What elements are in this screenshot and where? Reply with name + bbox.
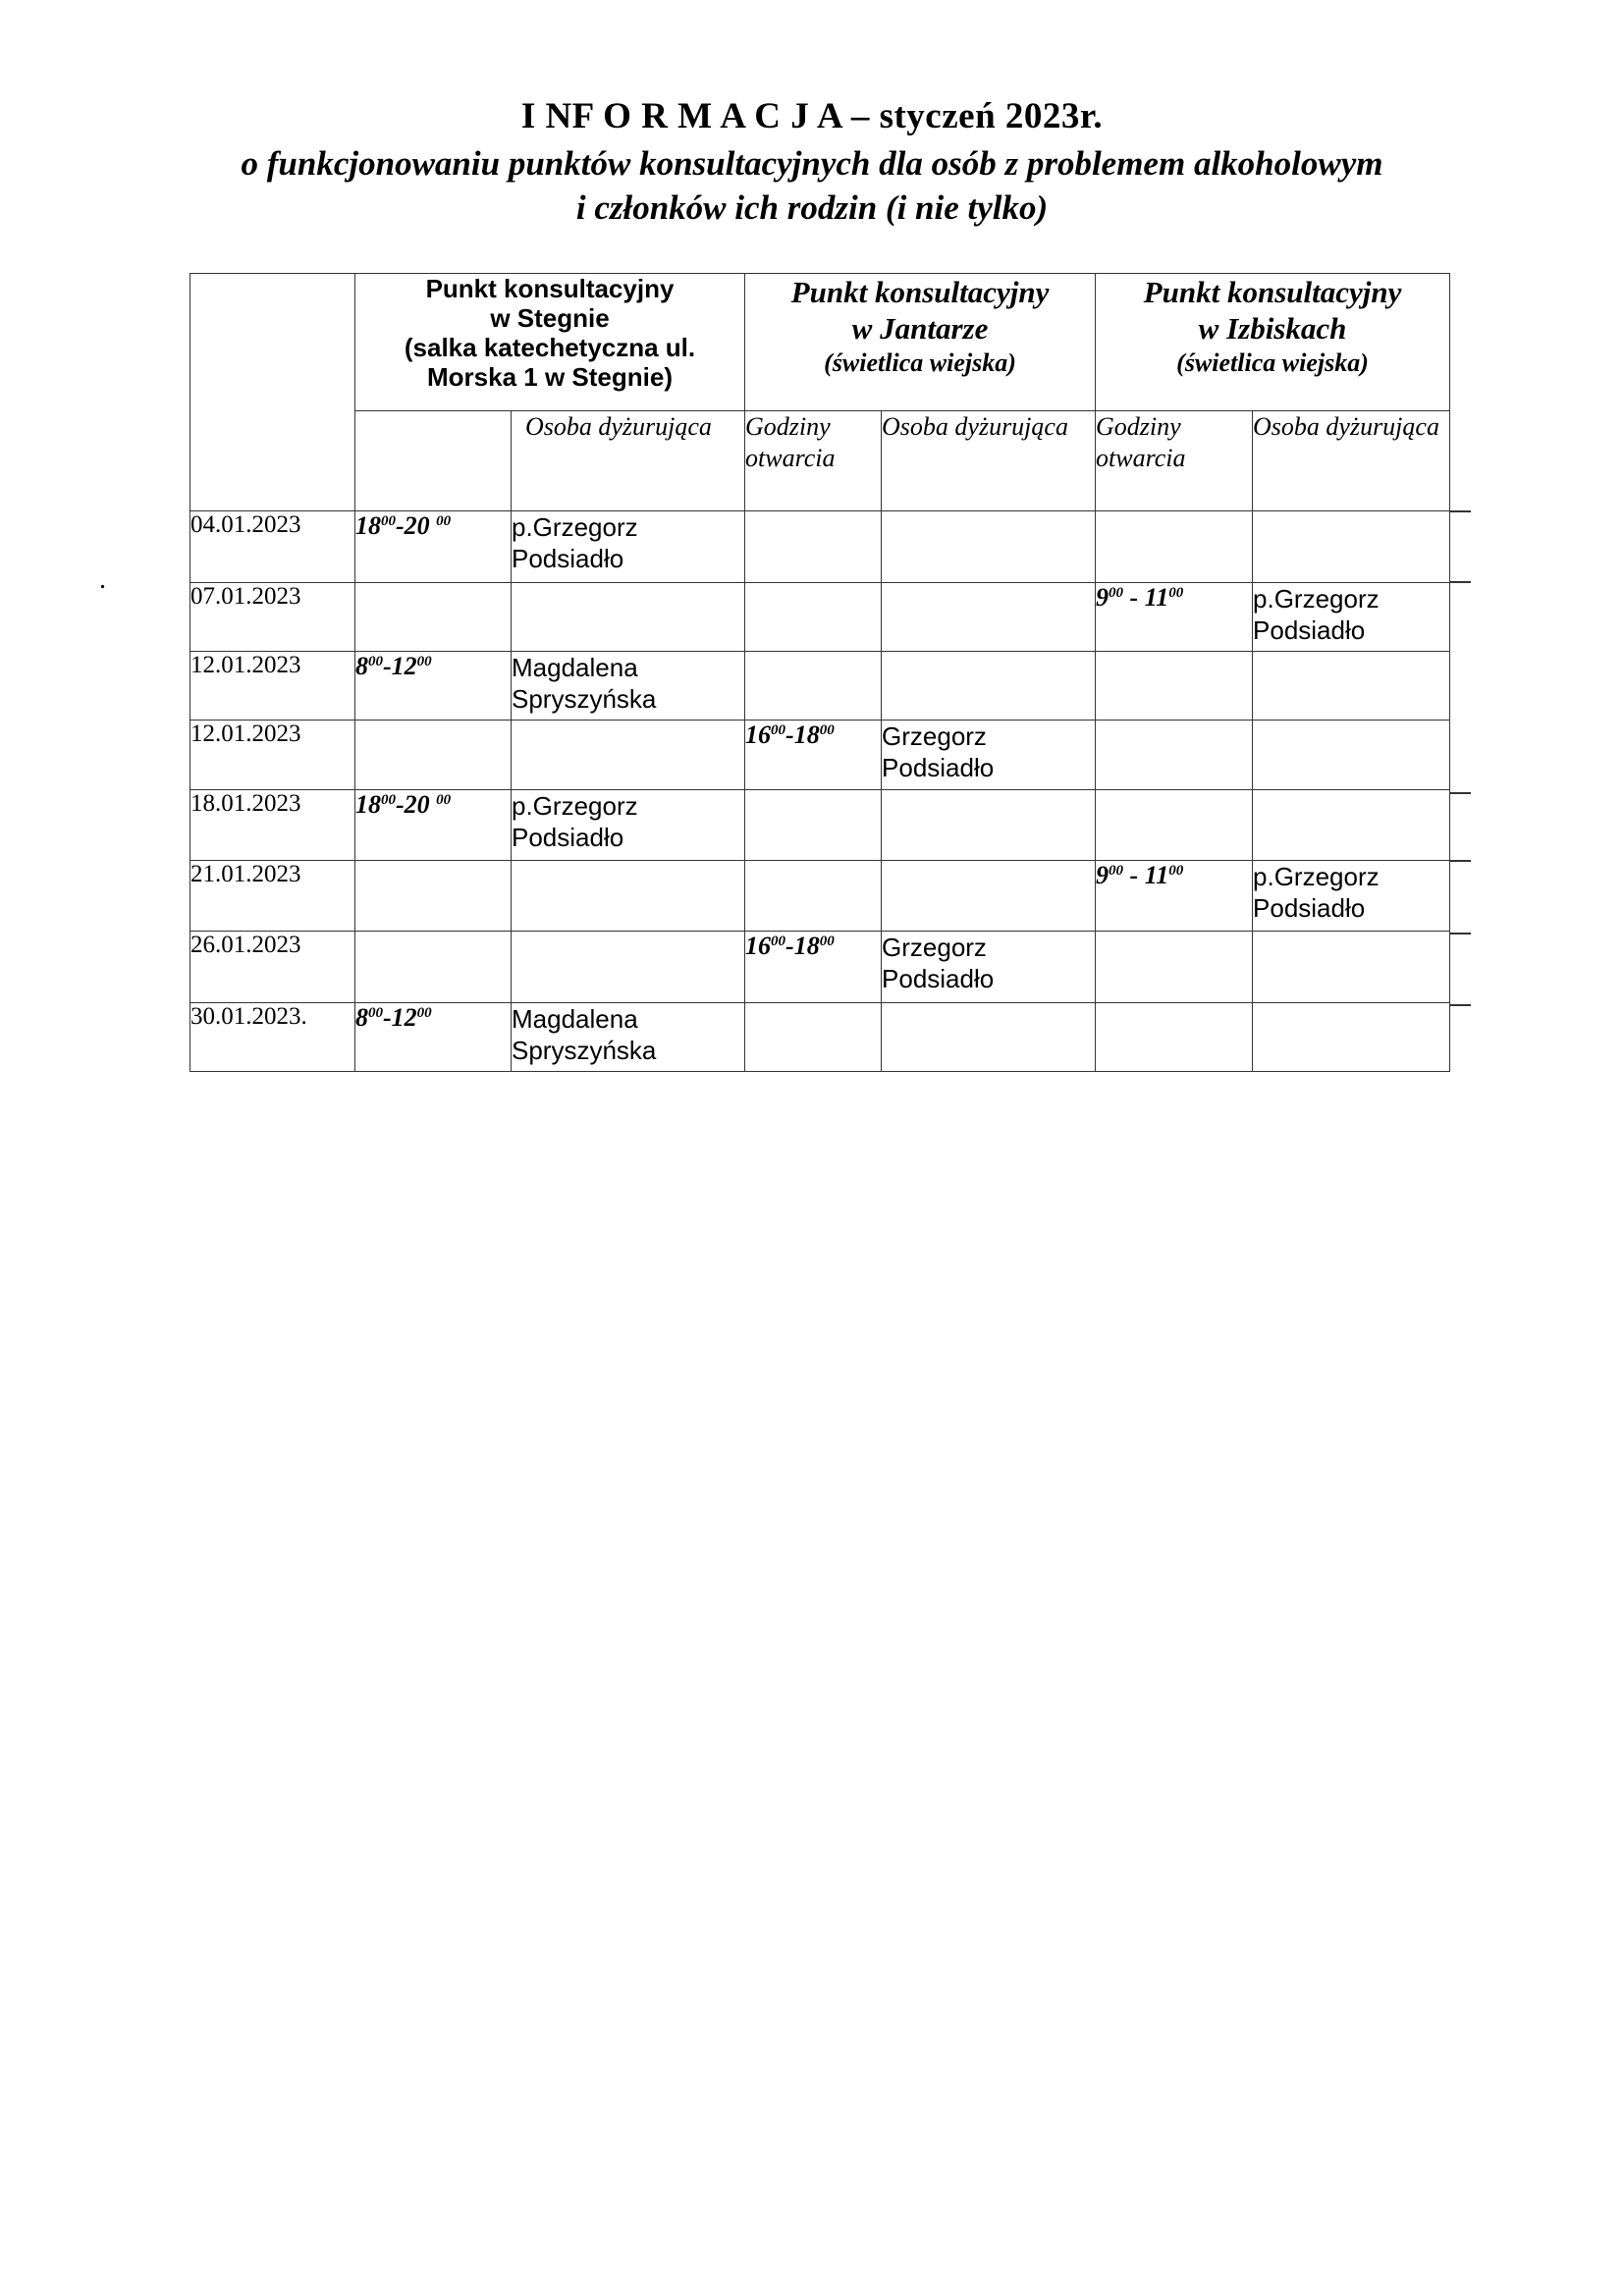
hours-start: 00 [368, 1005, 383, 1021]
date-cell: 07.01.2023 [190, 583, 355, 652]
jantar-hours-header: Godziny otwarcia [745, 411, 882, 511]
hours-cell [355, 790, 512, 861]
schedule-table [189, 273, 1450, 1072]
hours-start: 00 [771, 722, 786, 738]
hours-start: 18 [355, 511, 381, 540]
hours-cell [745, 932, 882, 1003]
table-edge-line [1449, 933, 1471, 934]
hours-cell [355, 861, 512, 932]
schedule-row [190, 652, 1450, 721]
hours-end: 00 [416, 1005, 432, 1021]
izbiska-hours-header: Godziny otwarcia [1096, 411, 1253, 511]
person-cell: Grzegorz Podsiadło [882, 721, 1096, 790]
date-cell: 26.01.2023 [190, 932, 355, 1003]
person-cell [882, 511, 1096, 583]
table-edge-line [1449, 510, 1471, 512]
hours-start: 9 [1096, 583, 1110, 612]
hours-separator: - [785, 932, 794, 960]
hours-cell [1096, 511, 1253, 583]
hours-start: 00 [381, 792, 396, 808]
hours-start: 9 [1096, 861, 1110, 889]
point-stegna-line: Morska 1 w Stegnie) [427, 362, 673, 392]
date-cell: 04.01.2023 [190, 511, 355, 583]
schedule-row [190, 932, 1450, 1003]
stegna-hours-header [355, 411, 512, 511]
point-izbiska-location: w Izbiskach [1198, 311, 1347, 346]
point-stegna-line: w Stegnie [490, 303, 610, 333]
date-cell: 12.01.2023 [190, 652, 355, 721]
hours-end: 11 [1138, 583, 1169, 612]
hours-separator: - [383, 1003, 392, 1032]
document-title: I NF O R M A C J A – styczeń 2023r. [520, 96, 1104, 136]
person-cell [512, 583, 745, 652]
date-cell: 30.01.2023. [190, 1003, 355, 1072]
person-cell [882, 861, 1096, 932]
hours-cell [745, 583, 882, 652]
person-cell: Grzegorz Podsiadło [882, 932, 1096, 1003]
point-stegna-line: (salka katechetyczna ul. [404, 333, 696, 362]
hours-cell [355, 652, 512, 721]
hours-cell [1096, 1003, 1253, 1072]
hours-start: 18 [355, 790, 381, 819]
person-cell [512, 932, 745, 1003]
hours-end: 20 [404, 790, 437, 819]
hours-cell [355, 932, 512, 1003]
izbiska-person-header: Osoba dyżurująca [1253, 411, 1450, 511]
person-cell: p.Grzegorz Podsiadło [1253, 583, 1450, 652]
hours-start: 00 [1109, 863, 1124, 879]
point-stegna-line: Punkt konsultacyjny [425, 274, 675, 303]
person-cell [1253, 721, 1450, 790]
document-subtitle-continued: i członków ich rodzin (i nie tylko) [575, 188, 1049, 227]
hours-end: 00 [416, 654, 432, 669]
point-jantar-name: Punkt konsultacyjny [790, 275, 1050, 309]
person-cell [882, 1003, 1096, 1072]
stray-mark: . [99, 564, 106, 595]
hours-cell [745, 1003, 882, 1072]
person-cell: Magdalena Spryszyńska [512, 1003, 745, 1072]
hours-cell [745, 721, 882, 790]
date-cell: 18.01.2023 [190, 790, 355, 861]
hours-separator: - [1123, 583, 1139, 612]
hours-separator: - [1123, 861, 1139, 889]
hours-cell [1096, 932, 1253, 1003]
hours-start: 00 [381, 513, 396, 529]
schedule-row [190, 790, 1450, 861]
hours-separator: - [396, 511, 405, 540]
hours-start: 16 [745, 721, 772, 749]
hours-end: 00 [436, 513, 452, 529]
hours-separator: - [396, 790, 405, 819]
table-edge-line [1449, 581, 1471, 583]
person-cell [512, 861, 745, 932]
person-cell [1253, 932, 1450, 1003]
hours-end: 00 [1168, 585, 1184, 601]
hours-cell [1096, 652, 1253, 721]
hours-cell [1096, 790, 1253, 861]
hours-cell [355, 1003, 512, 1072]
hours-start: 8 [355, 652, 368, 680]
hours-end: 00 [1168, 863, 1184, 879]
schedule-row [190, 1003, 1450, 1072]
date-cell: 21.01.2023 [190, 861, 355, 932]
person-cell [1253, 790, 1450, 861]
hours-separator: - [785, 721, 794, 749]
person-cell [512, 721, 745, 790]
point-izbiska-place: (świetlica wiejska) [1176, 348, 1369, 377]
hours-cell [1096, 861, 1253, 932]
point-izbiska-name: Punkt konsultacyjny [1143, 275, 1402, 309]
hours-end: 00 [436, 792, 452, 808]
hours-end: 18 [793, 721, 820, 749]
schedule-row [190, 721, 1450, 790]
hours-end: 18 [793, 932, 820, 960]
hours-end: 00 [819, 722, 835, 738]
hours-cell [1096, 583, 1253, 652]
table-edge-line [1449, 1004, 1471, 1006]
person-cell: p.Grzegorz Podsiadło [512, 790, 745, 861]
document-subtitle: o funkcjonowaniu punktów konsultacyjnych dla osób z problemem alkoholowym [241, 144, 1383, 183]
table-edge-line [1449, 860, 1471, 862]
person-cell: p.Grzegorz Podsiadło [1253, 861, 1450, 932]
point-jantar-location: w Jantarze [851, 311, 989, 346]
hours-start: 00 [1109, 585, 1124, 601]
column-header-row [190, 411, 1450, 511]
hours-end: 11 [1138, 861, 1169, 889]
schedule-row [190, 583, 1450, 652]
hours-end: 20 [404, 511, 437, 540]
schedule-row [190, 511, 1450, 583]
hours-end: 12 [391, 1003, 417, 1032]
hours-cell [355, 721, 512, 790]
hours-cell [1096, 721, 1253, 790]
hours-cell [745, 861, 882, 932]
hours-end: 00 [819, 934, 835, 949]
hours-start: 00 [368, 654, 383, 669]
hours-start: 00 [771, 934, 786, 949]
person-cell [882, 583, 1096, 652]
point-header-row [190, 274, 1450, 411]
person-cell [1253, 1003, 1450, 1072]
person-cell: Magdalena Spryszyńska [512, 652, 745, 721]
hours-cell [745, 790, 882, 861]
hours-cell [355, 511, 512, 583]
date-cell: 12.01.2023 [190, 721, 355, 790]
person-cell: p.Grzegorz Podsiadło [512, 511, 745, 583]
person-cell [882, 790, 1096, 861]
hours-end: 12 [391, 652, 417, 680]
person-cell [1253, 652, 1450, 721]
hours-start: 8 [355, 1003, 368, 1032]
point-header-izbiska [1096, 274, 1450, 411]
hours-cell [355, 583, 512, 652]
jantar-person-header: Osoba dyżurująca [882, 411, 1096, 511]
point-header-stegna [355, 274, 745, 411]
person-cell [882, 652, 1096, 721]
hours-cell [745, 652, 882, 721]
date-header-cell [190, 274, 355, 511]
stegna-person-header: Osoba dyżurująca [512, 411, 745, 511]
hours-separator: - [383, 652, 392, 680]
hours-cell [745, 511, 882, 583]
person-cell [1253, 511, 1450, 583]
hours-start: 16 [745, 932, 772, 960]
point-jantar-place: (świetlica wiejska) [824, 348, 1016, 377]
table-edge-line [1449, 792, 1471, 794]
schedule-row [190, 861, 1450, 932]
point-header-jantar [745, 274, 1096, 411]
